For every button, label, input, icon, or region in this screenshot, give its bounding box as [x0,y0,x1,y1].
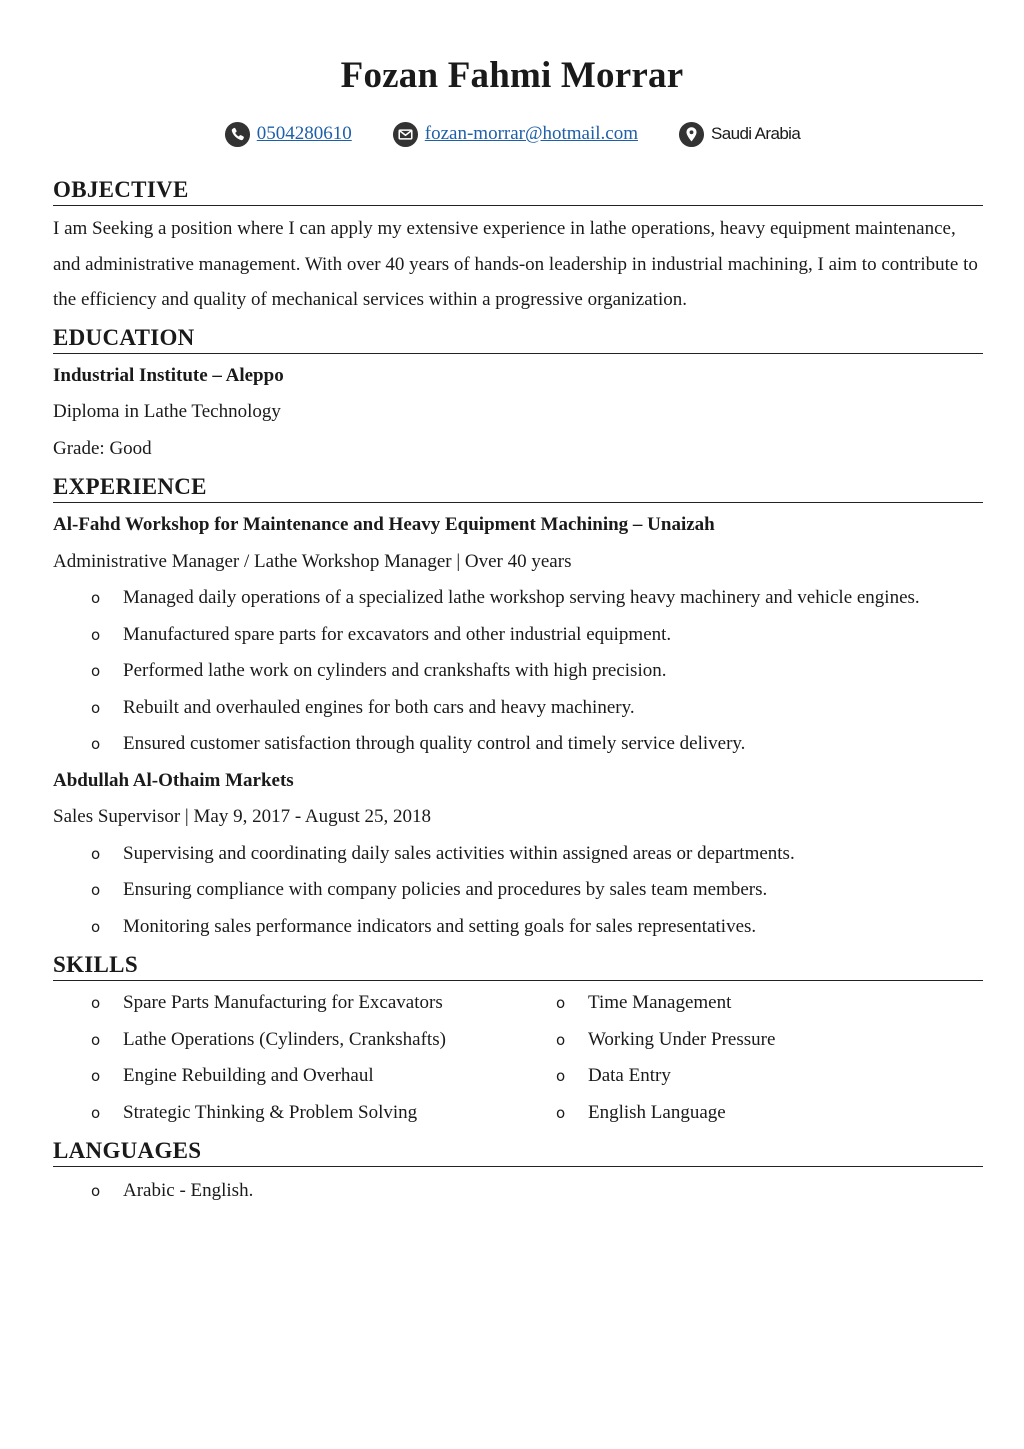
list-item-text: Supervising and coordinating daily sales activities within assigned areas or departments. [123,842,795,864]
bullet-icon: o [556,994,566,1012]
job-role: Sales Supervisor | May 9, 2017 - August 25, 2018 [53,806,431,827]
phone-link[interactable]: 0504280610 [256,123,352,144]
location-pin-icon [678,121,705,148]
bullet-icon: o [91,589,101,607]
bullet-icon: o [91,735,101,753]
objective-text: I am Seeking a position where I can apply my extensive experience in lathe operations, heavy equipment maintenance, and administrative management. With over 40 years of hands-on leadership in industrial machining, I aim to contribute to the efficiency and quality of mechanical services within a progressive organization. [53,218,978,310]
list-item [53,1058,518,1095]
skills-column-left [53,985,518,1131]
resume-name: Fozan Fahmi Morrar [340,55,684,96]
languages-section [53,1137,983,1210]
location-text: Saudi Arabia [711,124,801,143]
bullet-icon: o [91,662,101,680]
skill-text: Engine Rebuilding and Overhaul [123,1065,374,1086]
bullet-icon: o [91,844,101,863]
phone-icon [224,121,251,148]
experience-section [53,473,983,945]
mail-icon [392,121,419,148]
list-item [53,1022,518,1059]
list-item [518,1095,983,1132]
list-item-text: Ensured customer satisfaction through quality control and timely service delivery. [123,733,746,754]
languages-list [53,1173,983,1210]
contact-email [392,121,638,148]
job-role: Administrative Manager / Lathe Workshop Manager | Over 40 years [53,550,572,572]
email-link[interactable]: fozan-morrar@hotmail.com [424,123,638,144]
bullet-icon: o [556,1030,566,1049]
bullet-icon: o [556,1103,566,1122]
objective-section [53,176,983,318]
section-title-objective: OBJECTIVE [53,176,983,206]
list-item-text: Manufactured spare parts for excavators and other industrial equipment. [123,623,672,645]
education-institution: Industrial Institute – Aleppo [53,364,284,386]
language-text: Arabic - English. [123,1180,254,1201]
skill-text: Data Entry [588,1065,671,1086]
list-item [53,985,518,1022]
skill-text: English Language [588,1101,726,1123]
education-grade: Grade: Good [53,437,152,459]
list-item [53,726,983,763]
skill-text: Time Management [588,992,732,1013]
bullet-icon: o [91,625,101,644]
job-company: Abdullah Al-Othaim Markets [53,769,294,791]
list-item [53,872,983,909]
list-item [53,690,983,727]
list-item [518,1022,983,1059]
skill-text: Strategic Thinking & Problem Solving [123,1101,418,1123]
contact-bar [0,118,1024,150]
list-item-text: Performed lathe work on cylinders and crankshafts with high precision. [123,660,667,681]
bullet-icon: o [91,1103,101,1122]
bullet-icon: o [91,1030,101,1049]
skills-section [53,951,983,1131]
list-item [53,1173,983,1210]
section-title-education: EDUCATION [53,324,983,354]
bullet-icon: o [91,1182,101,1200]
section-title-skills: SKILLS [53,951,983,981]
skill-text: Spare Parts Manufacturing for Excavators [123,992,443,1013]
section-title-experience: EXPERIENCE [53,473,983,503]
list-item [53,1095,518,1132]
list-item-text: Managed daily operations of a specialized lathe workshop serving heavy machinery and vehicle engines. [123,587,920,608]
list-item [53,836,983,873]
bullet-icon: o [91,881,101,899]
contact-location [678,121,800,148]
list-item [518,1058,983,1095]
job-bullets [53,580,983,763]
bullet-icon: o [556,1067,566,1085]
section-title-languages: LANGUAGES [53,1137,983,1167]
skill-text: Working Under Pressure [588,1028,776,1050]
bullet-icon: o [91,917,101,936]
list-item-text: Monitoring sales performance indicators and setting goals for sales representatives. [123,915,757,937]
list-item [53,580,983,617]
list-item-text: Ensuring compliance with company policies and procedures by sales team members. [123,879,768,900]
education-degree: Diploma in Lathe Technology [53,401,281,422]
list-item [53,653,983,690]
job-bullets [53,836,983,946]
resume-body [53,176,983,1216]
job-company: Al-Fahd Workshop for Maintenance and Heavy Equipment Machining – Unaizah [53,514,715,535]
bullet-icon: o [91,698,101,717]
skill-text: Lathe Operations (Cylinders, Crankshafts) [123,1028,446,1050]
list-item-text: Rebuilt and overhauled engines for both cars and heavy machinery. [123,696,635,718]
bullet-icon: o [91,1067,101,1085]
list-item [53,617,983,654]
skills-column-right [518,985,983,1131]
skills-grid [53,985,983,1131]
list-item [518,985,983,1022]
bullet-icon: o [91,994,101,1012]
contact-phone [224,121,352,148]
list-item [53,909,983,946]
education-section [53,324,983,468]
